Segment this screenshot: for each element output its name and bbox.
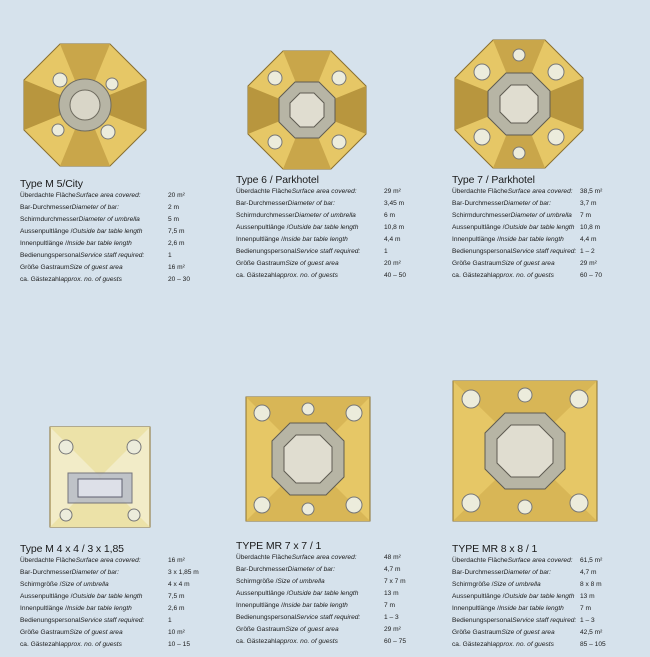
spec-label-de: Bar-Durchmesser <box>236 566 288 573</box>
spec-row <box>236 270 416 282</box>
spec-label-en: Outside bar table length <box>288 590 359 597</box>
spec-label-de: Schirmgröße / <box>236 578 278 585</box>
spec-row <box>20 226 195 238</box>
spec-value: 2,6 m <box>168 240 185 247</box>
spec-label-de: Aussenpultlänge / <box>452 224 505 231</box>
spec-label-en: Diameter of bar: <box>287 200 335 207</box>
spec-label-de: Größe Gastraum <box>236 626 286 633</box>
spec-label-en: Size of guest area <box>69 629 123 636</box>
spec-label-de: Aussenpultlänge / <box>236 590 289 597</box>
spec-value: 1 – 3 <box>384 614 399 621</box>
spec-label-en: Surface area covered: <box>291 554 357 561</box>
spec-row <box>236 600 416 612</box>
spec-label-de: Bedienungspersonal <box>236 614 297 621</box>
floor-plan-square-large <box>451 379 599 523</box>
spec-label-de: Überdachte Fläche <box>20 557 76 564</box>
spec-label-de: Bar-Durchmesser <box>452 200 504 207</box>
spec-value: 61,5 m² <box>580 557 603 564</box>
spec-label-en: approx. no. of guests <box>60 641 122 648</box>
spec-label-de: ca. Gästezahl <box>452 272 493 279</box>
spec-value: 2,6 m <box>168 605 185 612</box>
spec-row <box>20 274 195 286</box>
spec-value: 13 m <box>384 590 399 597</box>
spec-value: 8 x 8 m <box>580 581 602 588</box>
spec-value: 16 m² <box>168 557 185 564</box>
spec-row <box>452 615 632 627</box>
spec-value: 6 m <box>384 212 395 219</box>
spec-value: 5 m <box>168 216 179 223</box>
spec-label-de: Überdachte Fläche <box>236 188 292 195</box>
spec-row <box>452 222 632 234</box>
spec-label-de: Bar-Durchmesser <box>236 200 288 207</box>
spec-value: 3,45 m <box>384 200 405 207</box>
spec-row <box>236 636 416 648</box>
spec-row <box>20 591 200 603</box>
spec-label-de: Überdachte Fläche <box>236 554 292 561</box>
spec-label-en: Diameter of umbrella <box>510 212 572 219</box>
spec-label-en: Diameter of umbrella <box>78 216 140 223</box>
spec-label-de: ca. Gästezahl <box>236 638 277 645</box>
unit-title: Type 6 / Parkhotel <box>236 174 319 186</box>
spec-row <box>452 234 632 246</box>
spec-value: 10 – 15 <box>168 641 190 648</box>
spec-label-de: Bedienungspersonal <box>20 252 81 259</box>
spec-label-de: ca. Gästezahl <box>236 272 277 279</box>
spec-label-de: Aussenpultlänge / <box>236 224 289 231</box>
spec-value: 1 – 2 <box>580 248 595 255</box>
spec-value: 13 m <box>580 593 595 600</box>
spec-row <box>236 234 416 246</box>
spec-label-en: Surface area covered: <box>75 557 141 564</box>
spec-label-en: Size of umbrella <box>61 581 109 588</box>
spec-row <box>236 612 416 624</box>
spec-label-de: Innenpultlänge / <box>236 236 283 243</box>
spec-row <box>452 603 632 615</box>
spec-value: 20 – 30 <box>168 276 190 283</box>
spec-value: 4,7 m <box>580 569 597 576</box>
spec-label-en: Service staff required: <box>512 617 577 624</box>
spec-label-de: Überdachte Fläche <box>20 192 76 199</box>
spec-row <box>20 202 195 214</box>
spec-label-de: Größe Gastraum <box>20 629 70 636</box>
unit-title: Type M 5/City <box>20 178 83 190</box>
spec-label-de: Überdachte Fläche <box>452 557 508 564</box>
spec-row <box>236 198 416 210</box>
spec-value: 38,5 m² <box>580 188 603 195</box>
spec-value: 1 – 3 <box>580 617 595 624</box>
spec-label-en: Diameter of bar: <box>287 566 335 573</box>
spec-label-en: Surface area covered: <box>291 188 357 195</box>
spec-label-en: Size of guest area <box>285 260 339 267</box>
spec-value: 7 m <box>580 605 591 612</box>
spec-label-de: Größe Gastraum <box>452 629 502 636</box>
spec-label-de: Bar-Durchmesser <box>20 204 72 211</box>
spec-label-en: Diameter of bar: <box>503 569 551 576</box>
spec-value: 29 m² <box>384 188 401 195</box>
spec-list <box>236 552 416 648</box>
spec-label-en: Outside bar table length <box>504 224 575 231</box>
spec-row <box>20 579 200 591</box>
spec-row <box>452 567 632 579</box>
spec-label-de: Größe Gastraum <box>452 260 502 267</box>
spec-label-en: Size of guest area <box>69 264 123 271</box>
spec-label-en: Size of umbrella <box>493 581 541 588</box>
spec-label-de: Innenpultlänge / <box>20 605 67 612</box>
spec-label-en: Size of guest area <box>501 260 555 267</box>
spec-label-en: Surface area covered: <box>75 192 141 199</box>
spec-label-de: Schirmgröße / <box>452 581 494 588</box>
spec-label-de: Schirmdurchmesser <box>236 212 295 219</box>
spec-label-de: Innenpultlänge / <box>20 240 67 247</box>
spec-label-de: Aussenpultlänge / <box>20 593 73 600</box>
spec-label-en: approx. no. of guests <box>492 272 554 279</box>
spec-label-en: Service staff required: <box>512 248 577 255</box>
spec-row <box>236 222 416 234</box>
spec-value: 7 m <box>384 602 395 609</box>
spec-row <box>452 555 632 567</box>
spec-label-en: Inside bar table length <box>282 602 348 609</box>
spec-label-de: Bedienungspersonal <box>452 248 513 255</box>
spec-value: 29 m² <box>384 626 401 633</box>
spec-label-de: Aussenpultlänge / <box>20 228 73 235</box>
spec-label-en: Size of umbrella <box>277 578 325 585</box>
spec-label-en: Diameter of bar: <box>71 569 119 576</box>
spec-row <box>452 579 632 591</box>
spec-list <box>452 186 632 282</box>
spec-label-de: Bar-Durchmesser <box>452 569 504 576</box>
spec-row <box>236 588 416 600</box>
spec-value: 20 m² <box>168 192 185 199</box>
spec-row <box>452 627 632 639</box>
spec-list <box>20 190 195 286</box>
spec-row <box>20 238 195 250</box>
spec-value: 1 <box>168 617 172 624</box>
spec-label-en: approx. no. of guests <box>492 641 554 648</box>
spec-label-de: Innenpultlänge / <box>452 236 499 243</box>
spec-label-de: Größe Gastraum <box>236 260 286 267</box>
spec-label-en: Service staff required: <box>296 614 361 621</box>
spec-value: 7,5 m <box>168 593 185 600</box>
spec-label-de: Überdachte Fläche <box>452 188 508 195</box>
spec-label-de: Schirmdurchmesser <box>20 216 79 223</box>
spec-label-en: Inside bar table length <box>498 236 564 243</box>
spec-value: 10,8 m <box>580 224 601 231</box>
spec-list <box>452 555 632 651</box>
spec-value: 7 m <box>580 212 591 219</box>
spec-label-en: Inside bar table length <box>282 236 348 243</box>
spec-label-de: Bedienungspersonal <box>20 617 81 624</box>
spec-row <box>452 186 632 198</box>
floor-plan-square-small <box>48 425 152 529</box>
spec-label-de: Innenpultlänge / <box>452 605 499 612</box>
spec-row <box>20 262 195 274</box>
spec-row <box>20 639 200 651</box>
spec-row <box>236 246 416 258</box>
spec-list <box>20 555 200 651</box>
spec-label-en: Size of guest area <box>501 629 555 636</box>
spec-row <box>452 210 632 222</box>
spec-label-en: Surface area covered: <box>507 188 573 195</box>
spec-row <box>236 186 416 198</box>
spec-label-en: approx. no. of guests <box>60 276 122 283</box>
spec-label-de: Schirmgröße / <box>20 581 62 588</box>
spec-label-de: Größe Gastraum <box>20 264 70 271</box>
spec-row <box>236 210 416 222</box>
spec-row <box>452 198 632 210</box>
spec-label-en: Inside bar table length <box>66 605 132 612</box>
spec-value: 3 x 1,85 m <box>168 569 199 576</box>
spec-value: 60 – 70 <box>580 272 602 279</box>
spec-value: 3,7 m <box>580 200 597 207</box>
unit-title: Type 7 / Parkhotel <box>452 174 535 186</box>
spec-label-en: Outside bar table length <box>72 228 143 235</box>
spec-row <box>236 624 416 636</box>
spec-row <box>20 627 200 639</box>
spec-label-de: Innenpultlänge / <box>236 602 283 609</box>
unit-title: TYPE MR 8 x 8 / 1 <box>452 543 538 555</box>
spec-label-en: approx. no. of guests <box>276 638 338 645</box>
spec-value: 4,7 m <box>384 566 401 573</box>
spec-label-en: Diameter of bar: <box>503 200 551 207</box>
spec-value: 1 <box>168 252 172 259</box>
spec-value: 85 – 105 <box>580 641 606 648</box>
spec-value: 60 – 75 <box>384 638 406 645</box>
spec-value: 4 x 4 m <box>168 581 190 588</box>
spec-value: 7,5 m <box>168 228 185 235</box>
spec-label-en: Service staff required: <box>296 248 361 255</box>
spec-label-en: Service staff required: <box>80 617 145 624</box>
spec-value: 4,4 m <box>384 236 401 243</box>
spec-label-en: Diameter of umbrella <box>294 212 356 219</box>
floor-plan-square-medium <box>244 395 372 523</box>
spec-row <box>236 258 416 270</box>
spec-row <box>20 567 200 579</box>
unit-title: TYPE MR 7 x 7 / 1 <box>236 540 322 552</box>
spec-label-en: Size of guest area <box>285 626 339 633</box>
spec-label-en: Diameter of bar: <box>71 204 119 211</box>
spec-value: 16 m² <box>168 264 185 271</box>
spec-label-de: ca. Gästezahl <box>20 276 61 283</box>
spec-label-en: approx. no. of guests <box>276 272 338 279</box>
spec-label-de: Bedienungspersonal <box>452 617 513 624</box>
spec-row <box>236 564 416 576</box>
spec-label-de: Bar-Durchmesser <box>20 569 72 576</box>
spec-row <box>452 258 632 270</box>
spec-label-en: Service staff required: <box>80 252 145 259</box>
spec-label-de: ca. Gästezahl <box>452 641 493 648</box>
spec-label-en: Inside bar table length <box>498 605 564 612</box>
spec-value: 48 m² <box>384 554 401 561</box>
spec-row <box>20 555 200 567</box>
spec-row <box>20 214 195 226</box>
spec-label-de: Bedienungspersonal <box>236 248 297 255</box>
spec-value: 10,8 m <box>384 224 405 231</box>
spec-value: 1 <box>384 248 388 255</box>
spec-label-en: Outside bar table length <box>504 593 575 600</box>
spec-row <box>236 552 416 564</box>
spec-value: 20 m² <box>384 260 401 267</box>
spec-row <box>236 576 416 588</box>
spec-label-de: Schirmdurchmesser <box>452 212 511 219</box>
spec-value: 40 – 50 <box>384 272 406 279</box>
spec-row <box>452 591 632 603</box>
floor-plan-octagon-small <box>20 40 150 170</box>
spec-row <box>20 190 195 202</box>
spec-row <box>20 250 195 262</box>
spec-label-en: Outside bar table length <box>288 224 359 231</box>
spec-row <box>452 270 632 282</box>
floor-plan-octagon-medium <box>245 48 369 172</box>
spec-value: 29 m² <box>580 260 597 267</box>
spec-value: 42,5 m² <box>580 629 603 636</box>
spec-row <box>20 615 200 627</box>
spec-label-de: ca. Gästezahl <box>20 641 61 648</box>
spec-label-en: Inside bar table length <box>66 240 132 247</box>
spec-row <box>20 603 200 615</box>
unit-title: Type M 4 x 4 / 3 x 1,85 <box>20 543 124 555</box>
floor-plan-octagon-large <box>452 37 586 171</box>
spec-row <box>452 246 632 258</box>
spec-label-en: Surface area covered: <box>507 557 573 564</box>
spec-row <box>452 639 632 651</box>
spec-value: 2 m <box>168 204 179 211</box>
spec-value: 4,4 m <box>580 236 597 243</box>
spec-list <box>236 186 416 282</box>
spec-value: 7 x 7 m <box>384 578 406 585</box>
spec-label-de: Aussenpultlänge / <box>452 593 505 600</box>
spec-label-en: Outside bar table length <box>72 593 143 600</box>
spec-value: 10 m² <box>168 629 185 636</box>
